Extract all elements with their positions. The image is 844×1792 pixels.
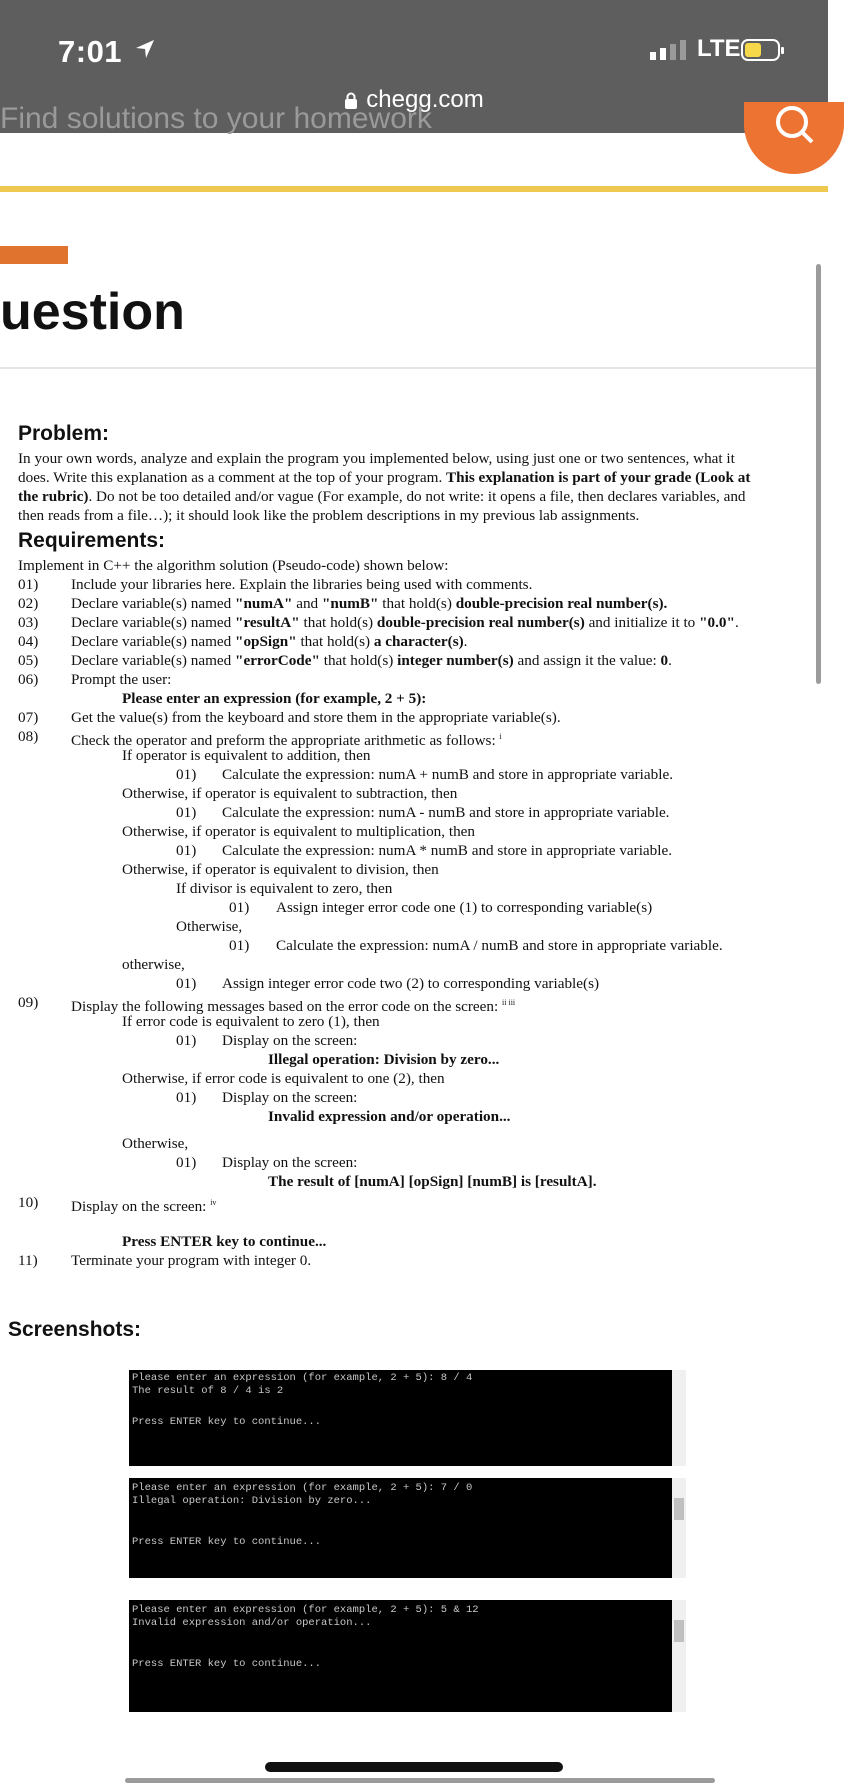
terminal-line: Please enter an expression (for example, 2 + 5): 5 & 12 — [132, 1604, 479, 1616]
req-08-if-mul: Otherwise, if operator is equivalent to multiplication, then — [122, 823, 476, 840]
req-10: 10) Display on the screen: $^{iv}$ — [18, 1194, 217, 1215]
req-10-msg: Press ENTER key to continue... — [122, 1233, 327, 1250]
req-03: 03) Declare variable(s) named "resultA" that hold(s) double-precision real number(s) and initialize it to "0.0". — [18, 614, 739, 631]
signal-icon — [648, 38, 692, 60]
req-04: 04) Declare variable(s) named "opSign" that hold(s) a character(s). — [18, 633, 468, 650]
terminal-line: Invalid expression and/or operation... — [132, 1617, 372, 1629]
terminal-line: Illegal operation: Division by zero... — [132, 1495, 372, 1507]
req-08-if-zero: If divisor is equivalent to zero, then — [176, 880, 393, 897]
terminal-line: Press ENTER key to continue... — [132, 1658, 322, 1670]
question-document — [18, 424, 818, 1270]
req-09-e3: 01) Display on the screen: — [176, 1154, 358, 1171]
req-09-e2: 01) Display on the screen: — [176, 1089, 358, 1106]
req-08-sub: 01) Calculate the expression: numA - numB and store in appropriate variable. — [176, 804, 670, 821]
requirements-intro: Implement in C++ the algorithm solution (Pseudo-code) shown below: — [18, 557, 449, 574]
req-09-e1: 01) Display on the screen: — [176, 1032, 358, 1049]
req-09-otherwise: Otherwise, — [122, 1135, 189, 1152]
req-08-otherwise: Otherwise, — [176, 918, 243, 935]
terminal-line: Press ENTER key to continue... — [132, 1536, 322, 1548]
search-button[interactable] — [744, 102, 844, 174]
req-09-if-err2: Otherwise, if error code is equivalent to one (2), then — [122, 1070, 445, 1087]
terminal-scrollbar[interactable] — [672, 1478, 686, 1578]
problem-line-4: then reads from a file…); it should look like the problem descriptions in my previous lab assignments. — [18, 507, 640, 524]
terminal-line: Please enter an expression (for example, 2 + 5): 7 / 0 — [132, 1482, 473, 1494]
req-06: 06) Prompt the user: — [18, 671, 172, 688]
page-title: uestion — [0, 283, 185, 341]
req-11: 11) Terminate your program with integer 0. — [18, 1252, 312, 1269]
req-08-div: 01) Calculate the expression: numA / numB and store in appropriate variable. — [229, 937, 723, 954]
terminal-scrollbar[interactable] — [672, 1370, 686, 1466]
terminal-scrollbar[interactable] — [672, 1600, 686, 1712]
problem-heading: Problem: — [18, 422, 110, 445]
clock-time: 7:01 — [58, 34, 123, 69]
req-09-e2-msg: Invalid expression and/or operation... — [268, 1108, 511, 1125]
terminal-screenshot-1 — [129, 1370, 686, 1466]
horizontal-scrollbar[interactable] — [125, 1778, 715, 1783]
req-02: 02) Declare variable(s) named "numA" and "numB" that hold(s) double-precision real number(s). — [18, 595, 668, 612]
home-indicator[interactable] — [265, 1762, 563, 1772]
search-icon — [764, 112, 820, 168]
terminal-line: Please enter an expression (for example, 2 + 5): 8 / 4 — [132, 1372, 473, 1384]
divider — [0, 367, 818, 369]
req-05: 05) Declare variable(s) named "errorCode" that hold(s) integer number(s) and assign it the value: 0. — [18, 652, 672, 669]
req-07: 07) Get the value(s) from the keyboard and store them in the appropriate variable(s). — [18, 709, 561, 726]
terminal-line: Press ENTER key to continue... — [132, 1416, 322, 1428]
network-type: LTE — [697, 35, 741, 62]
req-09-e3-msg: The result of [numA] [opSign] [numB] is [resultA]. — [268, 1173, 597, 1190]
screenshots-heading: Screenshots: — [8, 1318, 142, 1341]
req-08: 08) Check the operator and preform the appropriate arithmetic as follows: $^i$ — [18, 728, 502, 749]
req-08-mul: 01) Calculate the expression: numA * numB and store in appropriate variable. — [176, 842, 673, 859]
req-08-otherwise2: otherwise, — [122, 956, 185, 973]
problem-line-3: the rubric). Do not be too detailed and/or vague (For example, do not write: it opens a file, then declares variables, and — [18, 488, 746, 505]
section-accent-bar — [0, 246, 68, 264]
req-09-if-err: If error code is equivalent to zero (1), then — [122, 1013, 380, 1030]
problem-line-2: does. Write this explanation as a comment at the top of your program. This explanation is part of your grade (Look at — [18, 469, 751, 486]
terminal-line: The result of 8 / 4 is 2 — [132, 1385, 284, 1397]
problem-line-1: In your own words, analyze and explain the program you implemented below, using just one or two sentences, what it — [18, 450, 735, 467]
req-08-if-sub: Otherwise, if operator is equivalent to subtraction, then — [122, 785, 458, 802]
req-06-prompt: Please enter an expression (for example, 2 + 5): — [122, 690, 427, 707]
header-accent-line — [0, 186, 828, 192]
battery-icon — [741, 38, 785, 62]
req-08-if-add: If operator is equivalent to addition, then — [122, 747, 371, 764]
page-tagline-partial: Find solutions to your homework — [0, 102, 432, 135]
browser-status-bar — [0, 0, 828, 133]
requirements-heading: Requirements: — [18, 529, 166, 552]
terminal-screenshot-3 — [129, 1600, 686, 1712]
url-text: chegg.com — [366, 86, 484, 113]
location-arrow-icon — [134, 38, 156, 60]
req-09: 09) Display the following messages based on the error code on the screen: $^{ii iii}$ — [18, 994, 516, 1015]
req-08-add: 01) Calculate the expression: numA + numB and store in appropriate variable. — [176, 766, 673, 783]
req-01: 01) Include your libraries here. Explain the libraries being used with comments. — [18, 576, 533, 593]
req-08-err2: 01) Assign integer error code two (2) to corresponding variable(s) — [176, 975, 600, 992]
req-08-zero: 01) Assign integer error code one (1) to corresponding variable(s) — [229, 899, 653, 916]
terminal-screenshot-2 — [129, 1478, 686, 1578]
req-08-if-div: Otherwise, if operator is equivalent to division, then — [122, 861, 439, 878]
req-09-e1-msg: Illegal operation: Division by zero... — [268, 1051, 500, 1068]
